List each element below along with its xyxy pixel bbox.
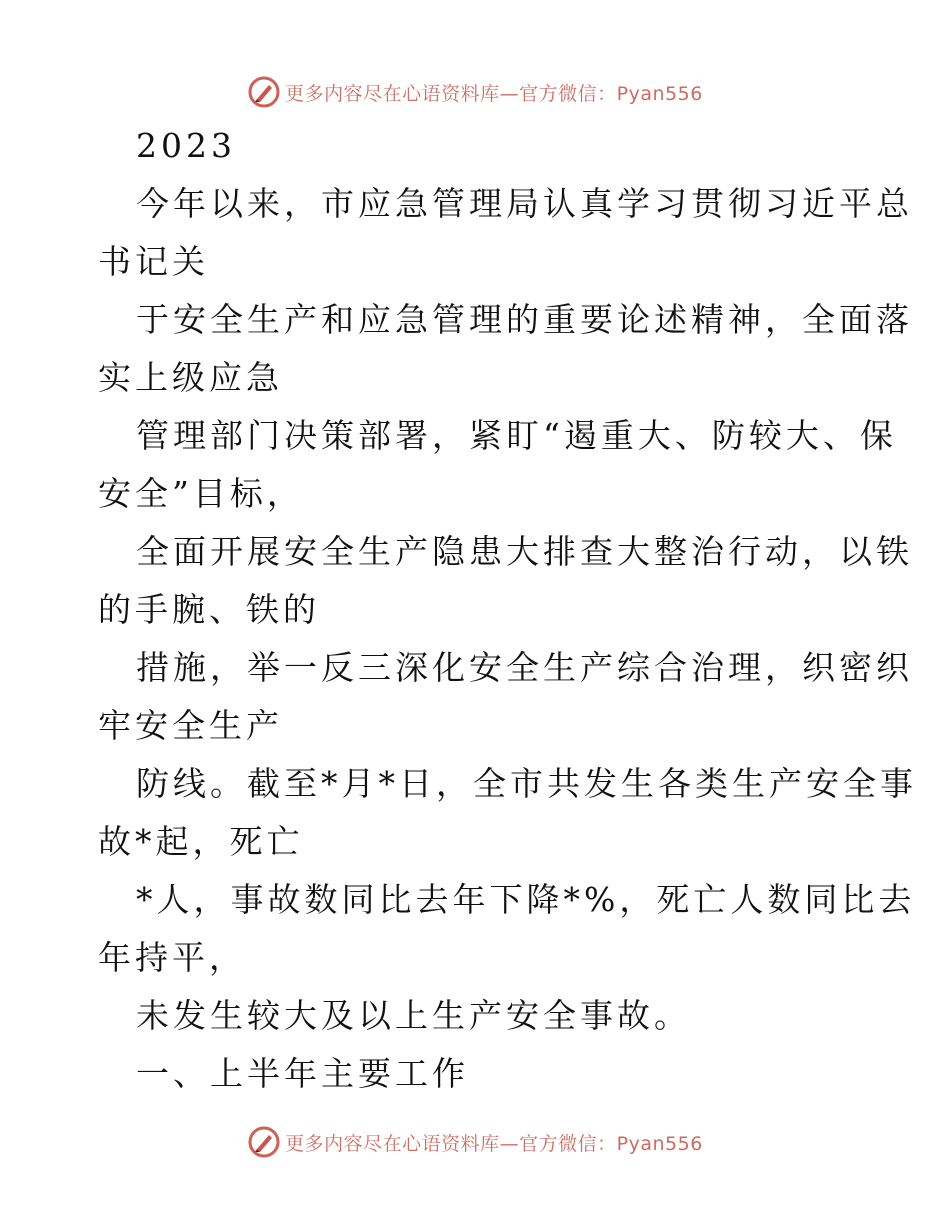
text-line: 管理部门决策部署，紧盯“遏重大、防较大、保 [136, 416, 897, 455]
text-line: 年持平， [98, 938, 246, 977]
header-watermark [0, 70, 950, 114]
text-line: 实上级应急 [98, 358, 283, 397]
text-line: 于安全生产和应急管理的重要论述精神，全面落 [136, 300, 913, 339]
text-line: 今年以来，市应急管理局认真学习贯彻习近平总 [136, 184, 913, 223]
text-line: 全面开展安全生产隐患大排查大整治行动，以铁 [136, 532, 913, 571]
text-line: 防线。截至*月*日，全市共发生各类生产安全事 [136, 764, 917, 803]
text-line: 书记关 [98, 242, 209, 281]
text-line: *人，事故数同比去年下降*%，死亡人数同比去 [136, 880, 916, 919]
text-line: 未发生较大及以上生产安全事故。 [136, 996, 691, 1035]
section-heading: 一、上半年主要工作 [136, 1054, 469, 1093]
text-line: 措施，举一反三深化安全生产综合治理，织密织 [136, 648, 913, 687]
pen-circle-logo-icon [247, 1125, 281, 1159]
header-watermark-text: 更多内容尽在心语资料库—官方微信：Pyan556 [285, 82, 703, 105]
text-line: 牢安全生产 [98, 706, 283, 745]
text-line: 故*起，死亡 [98, 822, 304, 861]
text-line: 的手腕、铁的 [98, 590, 320, 629]
footer-watermark [0, 1120, 950, 1164]
footer-watermark-text: 更多内容尽在心语资料库—官方微信：Pyan556 [285, 1132, 703, 1155]
text-line: 安全”目标， [98, 474, 304, 513]
text-line: 2023 [136, 126, 236, 165]
pen-circle-logo-icon [247, 75, 281, 109]
